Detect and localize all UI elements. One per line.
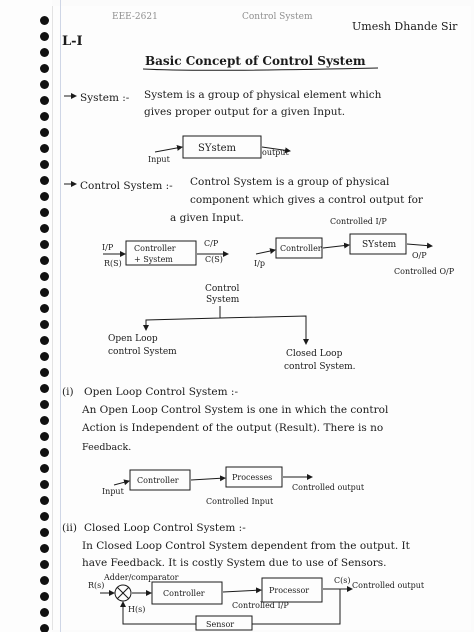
title-underline <box>143 68 378 70</box>
control-line-1: Control System is a group of physical <box>190 176 390 188</box>
tree-root-line-1: Control <box>205 284 240 294</box>
open-loop-line-3: Feedback. <box>82 442 132 453</box>
cl-mid-arrow <box>223 590 261 592</box>
system-box-label: SYstem <box>198 143 237 154</box>
ol-mid-label: Controlled Input <box>206 497 274 506</box>
controller-system-line-1: Controller <box>134 244 176 253</box>
tree-right-branch <box>220 316 306 344</box>
cl-processor-label: Processor <box>269 586 310 595</box>
control-line-3: a given Input. <box>170 212 244 224</box>
open-loop-line-1: An Open Loop Control System is one in which the control <box>82 404 389 416</box>
open-loop-term: Open Loop Control System :- <box>84 386 239 398</box>
system-input-arrow <box>155 147 182 152</box>
system-line-1: System is a group of physical element which <box>144 89 382 101</box>
closed-loop-diagram <box>88 573 425 630</box>
ctrl-b-input-arrow <box>256 250 275 254</box>
system-diagram <box>148 136 290 164</box>
ol-input-label: Input <box>102 487 124 496</box>
course-code: EEE-2621 <box>112 12 158 22</box>
page-title: Basic Concept of Control System <box>145 54 366 68</box>
ctrl-a-output-label: C/P <box>204 239 219 248</box>
ctrl-b-input-label: I/p <box>254 259 265 268</box>
closed-loop-line-1: In Closed Loop Control System dependent from the output. It <box>82 540 410 552</box>
cl-output-var: C(s) <box>334 576 351 585</box>
system-term: System :- <box>80 92 130 104</box>
cl-feedback-var: H(s) <box>128 605 146 614</box>
tree-left-branch <box>146 306 220 330</box>
control-term: Control System :- <box>80 180 173 192</box>
system-output-label: output <box>262 148 289 157</box>
ctrl-a-input-var: R(S) <box>104 259 122 268</box>
ol-processes-label: Processes <box>232 473 273 482</box>
closed-loop-line-2: have Feedback. It is costly System due to use of Sensors. <box>82 557 387 569</box>
ctrl-b-output-label: O/P <box>412 251 427 260</box>
tree-left-line-1: Open Loop <box>108 334 158 344</box>
ctrl-b-bottom-label: Controlled O/P <box>394 267 455 276</box>
control-diagram-a <box>102 239 228 268</box>
system-line-2: gives proper output for a given Input. <box>144 106 346 118</box>
cl-sensor-label: Sensor <box>206 620 235 629</box>
ol-controller-label: Controller <box>137 476 179 485</box>
control-diagram-b <box>254 217 455 276</box>
open-loop-diagram <box>102 467 365 506</box>
ol-mid-arrow <box>191 478 225 480</box>
ctrl-b-output-arrow <box>407 244 432 246</box>
closed-loop-term: Closed Loop Control System :- <box>84 522 246 534</box>
cl-output-label: Controlled output <box>352 581 425 590</box>
tree-root-line-2: System <box>206 295 240 305</box>
cl-controller-label: Controller <box>163 589 205 598</box>
ctrl-a-output-var: C(S) <box>205 255 223 264</box>
cl-input-var: R(s) <box>88 581 105 590</box>
ol-output-label: Controlled output <box>292 483 365 492</box>
classification-tree <box>108 284 356 372</box>
tree-right-line-1: Closed Loop <box>286 349 343 359</box>
cl-mid-label: Controlled I/P <box>232 601 289 610</box>
tree-right-line-2: control System. <box>284 362 356 372</box>
open-loop-num: (i) <box>62 386 74 398</box>
system-input-label: Input <box>148 155 170 164</box>
cl-adder-label: Adder/comparator <box>104 573 179 582</box>
control-line-2: component which gives a control output for <box>190 194 423 206</box>
ol-input-arrow <box>114 481 129 485</box>
ctrl-a-input-label: I/P <box>102 243 114 252</box>
tree-left-line-2: control System <box>108 347 177 357</box>
closed-loop-num: (ii) <box>62 522 77 534</box>
system-box-b-label: SYstem <box>362 240 397 250</box>
subject-name: Control System <box>242 12 313 22</box>
controller-system-line-2: + System <box>134 255 173 264</box>
ctrl-b-mid-label: Controlled I/P <box>330 217 387 226</box>
open-loop-line-2: Action is Independent of the output (Result). There is no <box>82 422 384 434</box>
ctrl-b-mid-arrow <box>323 245 349 248</box>
controller-box-b-label: Controller <box>280 244 322 253</box>
unit-label: L-I <box>62 34 83 49</box>
author-name: Umesh Dhande Sir <box>352 20 458 33</box>
